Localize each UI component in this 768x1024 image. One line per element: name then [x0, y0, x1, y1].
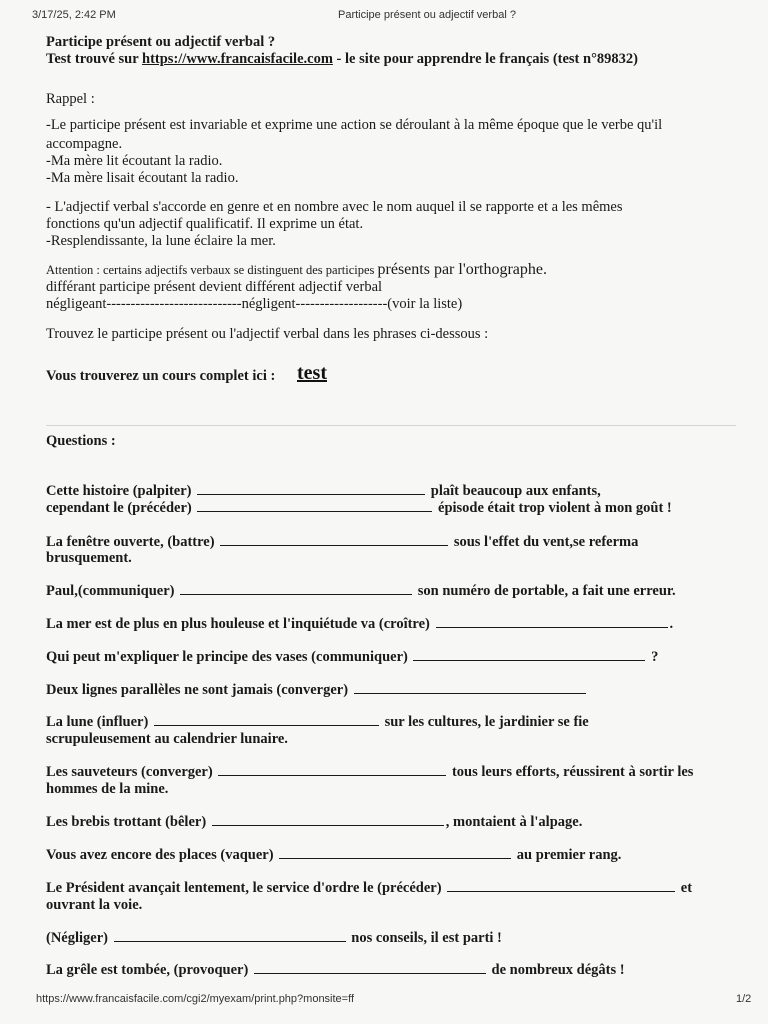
page-number: 1/2	[736, 993, 752, 1005]
answer-blank[interactable]	[354, 681, 586, 694]
differant-line: différant participe présent devient différent adjectif verbal	[46, 279, 383, 295]
section-divider	[46, 425, 736, 426]
question-line	[46, 929, 502, 947]
question-text: Les brebis trottant (bêler)	[46, 814, 207, 830]
instruction-text: Trouvez le participe présent ou l'adjectif verbal dans les phrases ci-dessous :	[46, 326, 489, 342]
question-text: nos conseils, il est parti !	[351, 930, 502, 946]
question-text: hommes de la mine.	[46, 781, 169, 797]
negligeant-line: négligeant----------------------------négligent-------------------(voir la liste)	[46, 296, 463, 312]
question-text: ouvrant la voie.	[46, 897, 143, 913]
question-line	[46, 482, 601, 500]
rappel-line: accompagne.	[46, 136, 123, 152]
answer-blank[interactable]	[447, 879, 675, 892]
question-text: La lune (influer)	[46, 714, 149, 730]
answer-blank[interactable]	[413, 648, 645, 661]
question-text: épisode était trop violent à mon goût !	[438, 500, 672, 516]
question-line	[46, 813, 582, 831]
rappel-line: -Ma mère lisait écoutant la radio.	[46, 170, 239, 186]
question-text: de nombreux dégâts !	[491, 962, 625, 978]
question-line	[46, 648, 658, 666]
answer-blank[interactable]	[197, 482, 425, 495]
document-title: Participe présent ou adjectif verbal ?	[46, 34, 276, 50]
print-datetime: 3/17/25, 2:42 PM	[32, 9, 116, 21]
question-text: Paul,(communiquer)	[46, 583, 175, 599]
question-text: plaît beaucoup aux enfants,	[430, 483, 601, 499]
answer-blank[interactable]	[114, 929, 346, 942]
question-line	[46, 846, 621, 864]
answer-blank[interactable]	[254, 961, 486, 974]
question-text: .	[669, 616, 674, 632]
question-text: Deux lignes parallèles ne sont jamais (converger)	[46, 682, 349, 698]
question-line	[46, 879, 692, 897]
rappel-line: fonctions qu'un adjectif qualificatif. Il exprime un état.	[46, 216, 364, 232]
attention-suffix: présents par l'orthographe.	[377, 261, 548, 278]
question-text: scrupuleusement au calendrier lunaire.	[46, 731, 288, 747]
question-text: brusquement.	[46, 550, 132, 566]
question-text: Cette histoire (palpiter)	[46, 483, 192, 499]
question-text: sur les cultures, le jardinier se fie	[384, 714, 589, 730]
question-line	[46, 763, 693, 781]
print-page-title: Participe présent ou adjectif verbal ?	[338, 9, 516, 21]
question-line	[46, 713, 589, 731]
cours-label: Vous trouverez un cours complet ici :	[46, 368, 276, 384]
question-text: La fenêtre ouverte, (battre)	[46, 534, 215, 550]
answer-blank[interactable]	[218, 763, 446, 776]
print-footer-url: https://www.francaisfacile.com/cgi2/myexam/print.php?monsite=ff	[36, 993, 355, 1005]
question-text: La mer est de plus en plus houleuse et l'inquiétude va (croître)	[46, 616, 430, 632]
answer-blank[interactable]	[220, 533, 448, 546]
question-text: son numéro de portable, a fait une erreur.	[417, 583, 676, 599]
question-text: Les sauveteurs (converger)	[46, 764, 213, 780]
subtitle-prefix: Test trouvé sur	[46, 51, 143, 67]
question-text: ?	[651, 649, 659, 665]
question-text: Qui peut m'expliquer le principe des vases (communiquer)	[46, 649, 408, 665]
rappel-heading: Rappel :	[46, 91, 95, 107]
question-line	[46, 961, 625, 979]
questions-heading: Questions :	[46, 433, 116, 449]
question-line	[46, 533, 638, 551]
question-line	[46, 499, 672, 517]
answer-blank[interactable]	[197, 499, 432, 512]
answer-blank[interactable]	[436, 615, 668, 628]
attention-prefix: Attention : certains adjectifs verbaux se distinguent des participes	[46, 263, 378, 277]
answer-blank[interactable]	[154, 713, 379, 726]
cours-link[interactable]: test	[297, 362, 327, 384]
question-text: au premier rang.	[516, 847, 622, 863]
rappel-line: -Ma mère lit écoutant la radio.	[46, 153, 223, 169]
question-line	[46, 615, 673, 633]
answer-blank[interactable]	[180, 582, 412, 595]
document-subtitle	[46, 51, 638, 68]
answer-blank[interactable]	[279, 846, 511, 859]
rappel-line: - L'adjectif verbal s'accorde en genre et en nombre avec le nom auquel il se rapporte et a les mêmes	[46, 199, 623, 215]
question-text: et	[680, 880, 693, 896]
question-text: Vous avez encore des places (vaquer)	[46, 847, 274, 863]
question-text: La grêle est tombée, (provoquer)	[46, 962, 249, 978]
question-line	[46, 681, 588, 699]
rappel-line: -Resplendissante, la lune éclaire la mer.	[46, 233, 276, 249]
question-text: sous l'effet du vent,se referma	[453, 534, 639, 550]
question-text: , montaient à l'alpage.	[445, 814, 583, 830]
attention-line	[46, 261, 547, 279]
question-text: cependant le (précéder)	[46, 500, 192, 516]
question-text: Le Président avançait lentement, le service d'ordre le (précéder)	[46, 880, 442, 896]
question-line	[46, 582, 676, 600]
site-url-link[interactable]: https://www.francaisfacile.com	[142, 51, 333, 67]
rappel-line: -Le participe présent est invariable et exprime une action se déroulant à la même époque que le verbe qu'il	[46, 117, 663, 133]
question-text: (Négliger)	[46, 930, 108, 946]
subtitle-suffix: - le site pour apprendre le français (test n°89832)	[332, 51, 638, 67]
question-text: tous leurs efforts, réussirent à sortir les	[451, 764, 694, 780]
answer-blank[interactable]	[212, 813, 444, 826]
